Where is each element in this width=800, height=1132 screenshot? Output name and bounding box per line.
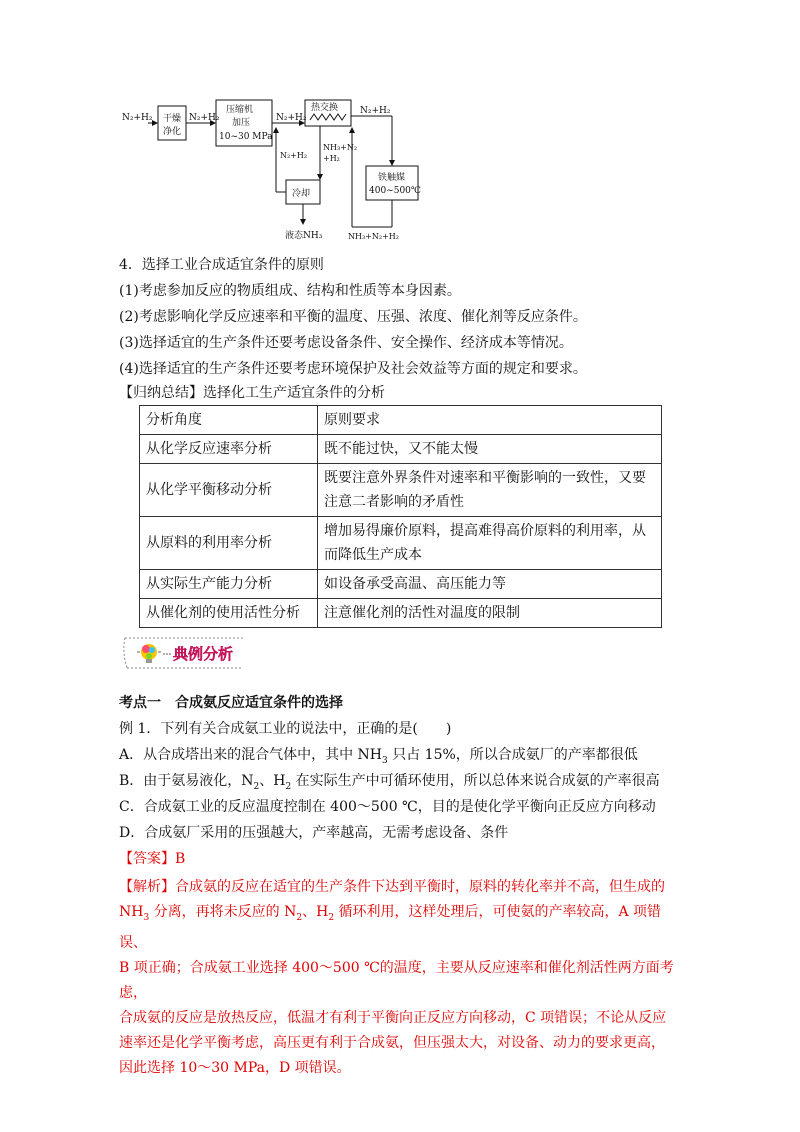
banner-text: 典例分析 xyxy=(173,645,234,663)
flow-diagram-svg xyxy=(120,92,450,252)
analysis-sub-1: 3 xyxy=(143,912,150,923)
summary-table xyxy=(139,405,662,628)
analysis-label: 【解析】 xyxy=(119,879,175,895)
example-analysis-banner xyxy=(119,632,249,674)
option-b-text-1: B．由于氨易液化，N xyxy=(119,773,254,789)
option-d: D．合成氨厂采用的压强越大，产率越高，无需考虑设备、条件 xyxy=(119,825,509,841)
lightbulb-icon xyxy=(137,644,161,663)
analysis-line-5: 速率还是化学平衡考虑，高压更有利于合成氨，但压强太大，对设备、动力的要求更高， xyxy=(119,1034,665,1051)
table-cell: 从化学平衡移动分析 xyxy=(140,464,318,517)
label-n2h2-in: N₂+H₂ xyxy=(122,113,153,123)
option-c: C．合成氨工业的反应温度控制在 400～500 ℃，目的是使化学平衡向正反应方向移动 xyxy=(119,799,656,815)
analysis-line-2 xyxy=(119,900,684,956)
compress-label-3: 10~30 MPa xyxy=(219,132,273,142)
analysis-line-1 xyxy=(119,875,684,900)
banner-svg xyxy=(119,632,249,674)
analysis-sub-2: 2 xyxy=(296,912,303,923)
option-a-text-1: A．从合成塔出来的混合气体中，其中 NH xyxy=(119,747,383,763)
section4-item-2: (2)考虑影响化学反应速率和平衡的温度、压强、浓度、催化剂等反应条件。 xyxy=(119,309,587,325)
analysis-text-2d: 循环利用，这样处理后，可使氨的产率较高，A 项错误、 xyxy=(119,904,662,951)
section4-item-4: (4)选择适宜的生产条件还要考虑环境保护及社会效益等方面的规定和要求。 xyxy=(119,361,587,377)
label-n2h2-2: N₂+H₂ xyxy=(189,113,220,123)
analysis-sub-3: 2 xyxy=(328,912,335,923)
mix-bottom-label: NH₃+N₂+H₂ xyxy=(348,232,399,241)
table-row xyxy=(140,599,662,628)
answer-line xyxy=(119,849,185,869)
cool-label: 冷却 xyxy=(292,189,311,199)
table-cell: 从化学反应速率分析 xyxy=(140,435,318,464)
compress-label-1: 压缩机 xyxy=(226,105,254,115)
answer-label: 【答案】 xyxy=(119,851,175,867)
analysis-text-1: 合成氨的反应在适宜的生产条件下达到平衡时，原料的转化率并不高，但生成的 xyxy=(175,879,665,895)
compress-label-2: 加压 xyxy=(232,118,251,128)
table-cell: 分析角度 xyxy=(140,406,318,435)
option-a-text-2: 只占 15%，所以合成氨厂的产率都很低 xyxy=(387,747,638,763)
table-cell: 从催化剂的使用活性分析 xyxy=(140,599,318,628)
mix-label-1: NH₃+N₂ xyxy=(323,143,358,152)
table-row xyxy=(140,517,662,570)
table-row xyxy=(140,464,662,517)
option-b xyxy=(119,771,660,797)
heat-label: 热交换 xyxy=(311,103,339,113)
table-cell: 增加易得廉价原料，提高难得高价原料的利用率，从而降低生产成本 xyxy=(318,517,662,570)
analysis-line-4: 合成氨的反应是放热反应，低温才有利于平衡向正反应方向移动，C 项错误；不论从反应 xyxy=(119,1009,667,1026)
table-cell: 原则要求 xyxy=(318,406,662,435)
label-n2h2-down: N₂+H₂ xyxy=(280,151,308,160)
label-n2h2-4: N₂+H₂ xyxy=(360,106,391,116)
analysis-line-6: 因此选择 10～30 MPa，D 项错误。 xyxy=(119,1059,351,1076)
section4-item-3: (3)选择适宜的生产条件还要考虑设备条件、安全操作、经济成本等情况。 xyxy=(119,335,573,351)
analysis-text-2a: NH xyxy=(119,904,144,920)
ammonia-synthesis-flow-diagram xyxy=(120,92,450,252)
table-cell: 既不能过快，又不能太慢 xyxy=(318,435,662,464)
example-question: 例 1．下列有关合成氨工业的说法中，正确的是( ) xyxy=(119,721,452,737)
option-a xyxy=(119,745,638,771)
analysis-block xyxy=(119,875,684,1081)
table-row xyxy=(140,570,662,599)
answer-value: B xyxy=(175,851,186,867)
section4-title: 4．选择工业合成适宜条件的原则 xyxy=(119,257,324,273)
mix-label-2: +H₂ xyxy=(323,154,340,163)
table-cell: 从实际生产能力分析 xyxy=(140,570,318,599)
dry-label-2: 净化 xyxy=(163,127,182,137)
analysis-text-2b: 分离，再将未反应的 N xyxy=(149,904,297,920)
catalyst-label-1: 铁触媒 xyxy=(378,173,406,183)
option-b-text-2: 、H xyxy=(259,773,286,789)
option-b-sub-2: 2 xyxy=(285,781,292,792)
table-row xyxy=(140,435,662,464)
option-a-sub: 3 xyxy=(382,755,388,766)
option-b-sub-1: 2 xyxy=(253,781,260,792)
label-n2h2-3: N₂+H₂ xyxy=(276,113,307,123)
kaodian-title: 考点一 合成氨反应适宜条件的选择 xyxy=(119,695,343,711)
analysis-line-3: B 项正确；合成氨工业选择 400～500 ℃的温度，主要从反应速率和催化剂活性两方面考虑， xyxy=(119,959,674,1001)
table-cell: 注意催化剂的活性对温度的限制 xyxy=(318,599,662,628)
summary-title: 【归纳总结】选择化工生产适宜条件的分析 xyxy=(119,385,385,401)
liquid-nh3-label: 液态NH₃ xyxy=(285,231,323,241)
dry-label-1: 干燥 xyxy=(163,114,182,124)
table-cell: 既要注意外界条件对速率和平衡影响的一致性，又要注意二者影响的矛盾性 xyxy=(318,464,662,517)
analysis-text-2c: 、H xyxy=(302,904,329,920)
option-b-text-3: 在实际生产中可循环使用，所以总体来说合成氨的产率很高 xyxy=(291,773,660,789)
catalyst-label-2: 400~500℃ xyxy=(369,186,421,196)
section4-item-1: (1)考虑参加反应的物质组成、结构和性质等本身因素。 xyxy=(119,283,461,299)
table-cell: 从原料的利用率分析 xyxy=(140,517,318,570)
table-row xyxy=(140,406,662,435)
table-cell: 如设备承受高温、高压能力等 xyxy=(318,570,662,599)
